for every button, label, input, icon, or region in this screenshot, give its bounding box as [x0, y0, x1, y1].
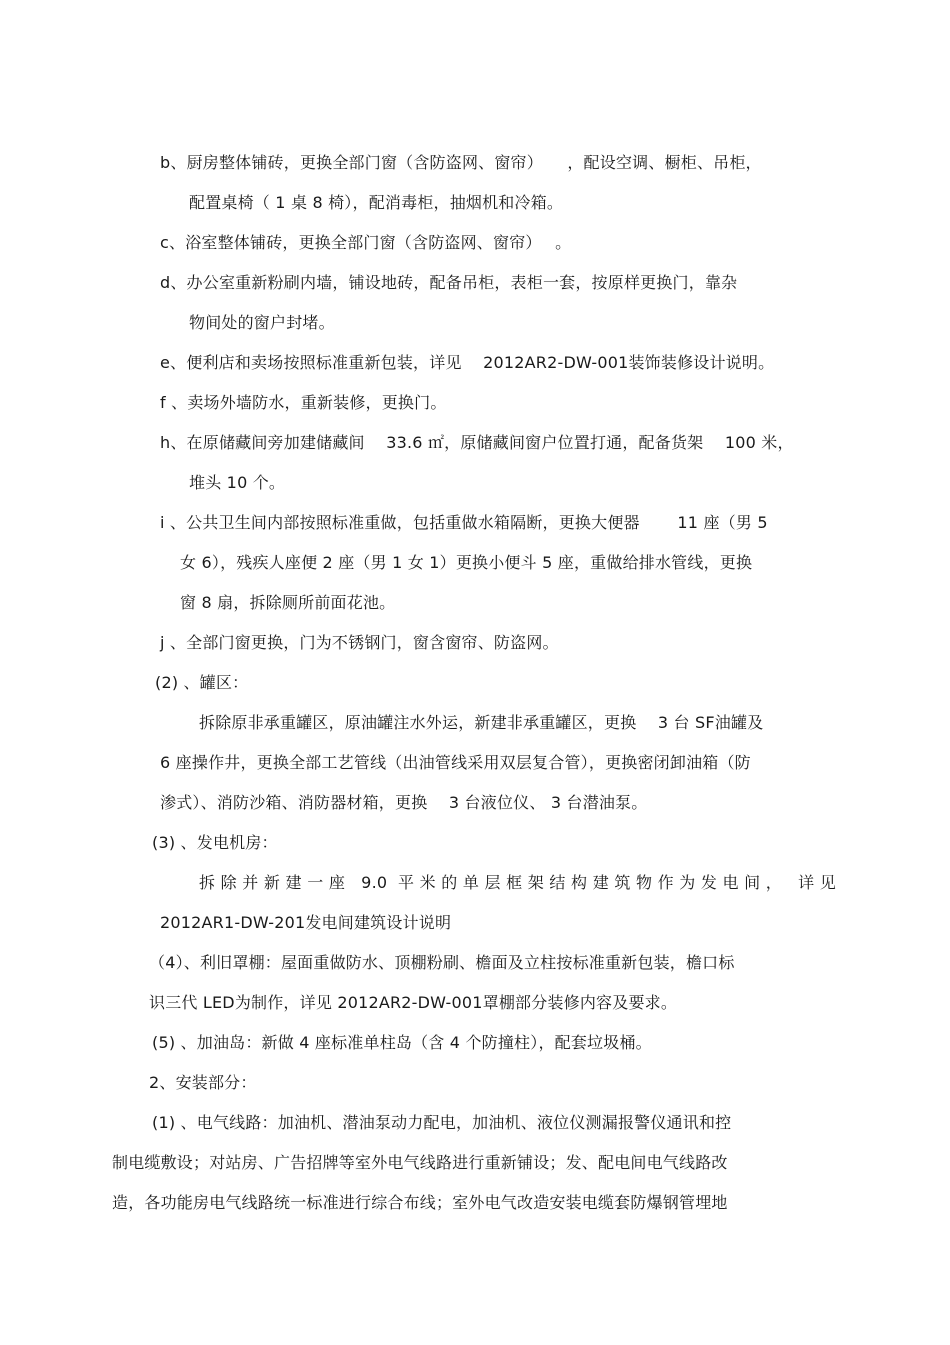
text-line: b、厨房整体铺砖，更换全部门窗（含防盗网、窗帘） ，配设空调、橱柜、吊柜， — [160, 153, 762, 172]
section-heading: (5) 、加油岛：新做 4 座标准单柱岛（含 4 个防撞柱），配套垃圾桶。 — [152, 1033, 652, 1052]
text-line: d、办公室重新粉刷内墙，铺设地砖，配备吊柜，表柜一套，按原样更换门，靠杂 — [160, 273, 738, 292]
text-line: 堆头 10 个。 — [189, 473, 286, 492]
text-line: 造，各功能房电气线路统一标准进行综合布线；室外电气改造安装电缆套防爆钢管埋地 — [112, 1193, 728, 1212]
text-line: i 、公共卫生间内部按照标准重做，包括重做水箱隔断，更换大便器 11 座（男 5 — [160, 513, 768, 532]
text-line: c、浴室整体铺砖，更换全部门窗（含防盗网、窗帘） 。 — [160, 233, 572, 252]
text-line: e、便利店和卖场按照标准重新包装，详见 2012AR2-DW-001装饰装修设计说明。 — [160, 353, 775, 372]
section-heading: （4）、利旧罩棚：屋面重做防水、顶棚粉刷、檐面及立柱按标准重新包装，檐口标 — [149, 953, 735, 972]
text-line: j 、全部门窗更换，门为不锈钢门，窗含窗帘、防盗网。 — [160, 633, 559, 652]
text-line: 6 座操作井，更换全部工艺管线（出油管线采用双层复合管），更换密闭卸油箱（防 — [160, 753, 751, 772]
text-line: 拆除并新建一座 9.0 平米的单层框架结构建筑物作为发电间， 详见 — [199, 873, 836, 892]
text-line: 识三代 LED为制作，详见 2012AR2-DW-001罩棚部分装修内容及要求。 — [149, 993, 678, 1012]
section-heading: (2) 、罐区： — [155, 673, 249, 692]
text-line: 物间处的窗户封堵。 — [189, 313, 335, 332]
section-heading: 2、安装部分： — [149, 1073, 257, 1092]
text-line: h、在原储藏间旁加建储藏间 33.6 ㎡，原储藏间窗户位置打通，配备货架 100 米， — [160, 433, 794, 452]
text-line: 拆除原非承重罐区，原油罐注水外运，新建非承重罐区，更换 3 台 SF油罐及 — [199, 713, 764, 732]
text-line: 女 6），残疾人座便 2 座（男 1 女 1）更换小便斗 5 座，重做给排水管线，更换 — [180, 553, 753, 572]
text-line: 渗式）、消防沙箱、消防器材箱，更换 3 台液位仪、 3 台潜油泵。 — [160, 793, 648, 812]
text-line: 2012AR1-DW-201发电间建筑设计说明 — [160, 913, 452, 932]
text-line: 配置桌椅（ 1 桌 8 椅），配消毒柜，抽烟机和冷箱。 — [189, 193, 564, 212]
text-line: f 、卖场外墙防水，重新装修，更换门。 — [160, 393, 447, 412]
text-line: (1) 、电气线路：加油机、潜油泵动力配电，加油机、液位仪测漏报警仪通讯和控 — [152, 1113, 732, 1132]
text-line: 制电缆敷设；对站房、广告招牌等室外电气线路进行重新铺设；发、配电间电气线路改 — [112, 1153, 728, 1172]
text-line: 窗 8 扇，拆除厕所前面花池。 — [180, 593, 396, 612]
section-heading: (3) 、发电机房： — [152, 833, 278, 852]
